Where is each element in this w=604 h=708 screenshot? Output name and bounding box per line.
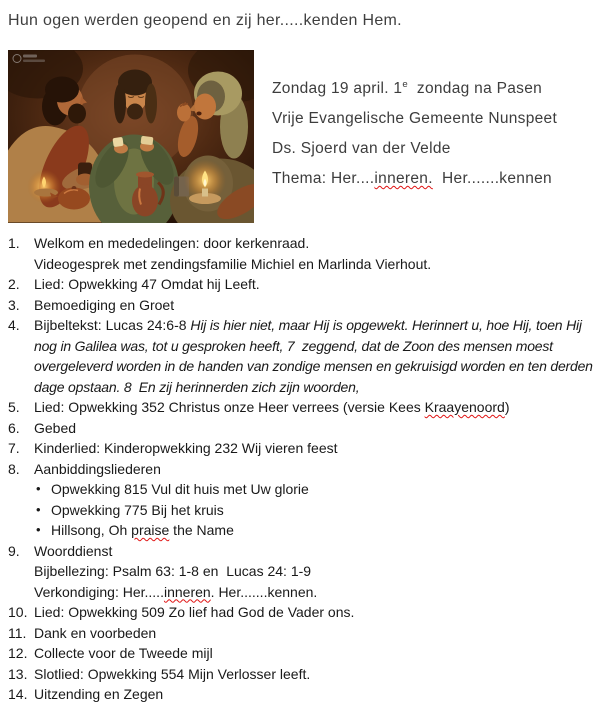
list-item <box>8 582 596 603</box>
text-segment: Hillsong, Oh <box>51 522 132 538</box>
item-number: 8. <box>8 460 20 477</box>
text-segment: Slotlied: Opwekking 554 Mijn Verlosser leeft. <box>34 665 311 682</box>
item-text <box>34 643 596 664</box>
bullet-icon: • <box>36 501 41 517</box>
bread-piece <box>141 136 154 145</box>
list-item <box>8 561 596 582</box>
document-title: Hun ogen werden geopend en zij her.....kenden Hem. <box>8 12 402 29</box>
item-text <box>34 315 596 397</box>
text-segment: Gebed <box>34 419 77 436</box>
text-segment: Vrije Evangelische Gemeente Nunspeet <box>272 110 558 128</box>
text-segment: the Name <box>169 522 234 538</box>
text-segment: Lied: Opwekking 47 Omdat hij Leeft. <box>34 276 260 292</box>
list-bullet-item <box>8 500 596 521</box>
service-theme <box>272 164 557 194</box>
church-name <box>272 104 557 134</box>
list-item <box>8 438 596 459</box>
item-text <box>34 254 596 275</box>
item-text <box>34 684 596 705</box>
list-item <box>8 541 596 562</box>
service-info <box>272 50 557 223</box>
emmaus-supper-painting <box>8 50 254 223</box>
misspelled-word: praise <box>131 522 170 538</box>
text-segment: Thema: Her.... <box>272 170 375 188</box>
item-text <box>34 561 596 582</box>
list-item <box>8 397 596 418</box>
text-segment: Ds. Sjoerd van der Velde <box>272 140 451 158</box>
text-segment: Zondag 19 april. 1 <box>272 80 403 98</box>
item-number: 13. <box>8 665 28 682</box>
pastor-name <box>272 134 557 164</box>
text-segment: Bijbeltekst: Lucas 24:6-8 <box>34 317 191 333</box>
candle-on-plate <box>184 160 226 205</box>
text-segment: Uitzending en Zegen <box>34 686 164 702</box>
item-text <box>34 459 596 480</box>
item-text <box>34 233 596 254</box>
text-segment: Bijbellezing: Psalm 63: 1-8 en Lucas 24: 1-9 <box>34 563 312 579</box>
text-segment: Hij is hier niet, maar Hij is opgewekt. Herinnert u, hoe Hij, toen Hij nog in Galilea was, tot u gesproken heeft, 7 zeggend, dat de Zoon des mensen moest overgeleverd worden in de handen van zondige mensen en gekruisigd worden en ten derden dage opstaan. 8 En zij herinnerden zich zijn woorden, <box>34 317 597 395</box>
list-item <box>8 295 596 316</box>
list-item <box>8 418 596 439</box>
item-text <box>34 582 596 603</box>
item-number: 10. <box>8 604 28 620</box>
bullet-icon: • <box>36 522 41 537</box>
item-text <box>34 274 596 295</box>
item-number: 2. <box>8 276 20 292</box>
item-number: 11. <box>8 624 27 641</box>
item-text <box>34 418 596 439</box>
misspelled-word: inneren. <box>374 170 433 188</box>
item-text <box>34 295 596 316</box>
text-segment: Aanbiddingsliederen <box>34 460 161 477</box>
text-segment: Lied: Opwekking 352 Christus onze Heer verrees (versie Kees <box>34 399 425 415</box>
list-item <box>8 315 596 397</box>
header-section <box>8 50 596 223</box>
text-segment: Verkondiging: Her..... <box>34 583 164 600</box>
text-segment: Collecte voor de Tweede mijl <box>34 645 213 661</box>
list-bullet-item <box>8 520 596 541</box>
item-number: 6. <box>8 419 20 436</box>
item-text <box>34 664 596 685</box>
list-item <box>8 643 596 664</box>
item-number: 12. <box>8 645 28 661</box>
text-segment: Videogesprek met zendingsfamilie Michiel en Marlinda Vierhout. <box>34 255 432 272</box>
text-segment: Kinderlied: Kinderopwekking 232 Wij vieren feest <box>34 440 338 456</box>
text-segment: Dank en voorbeden <box>34 624 157 641</box>
item-number: 9. <box>8 542 20 559</box>
list-item <box>8 459 596 480</box>
item-number: 7. <box>8 440 20 456</box>
item-number: 14. <box>8 686 28 702</box>
text-segment: Lied: Opwekking 509 Zo lief had God de Vader ons. <box>34 604 355 620</box>
text-segment: zondag na Pasen <box>407 80 543 98</box>
list-item <box>8 623 596 644</box>
item-number: 4. <box>8 317 20 333</box>
item-text <box>34 397 596 418</box>
item-text <box>34 438 596 459</box>
text-segment: Welkom en mededelingen: door kerkenraad. <box>34 235 310 251</box>
item-text <box>34 541 596 562</box>
item-text <box>51 520 596 541</box>
list-item <box>8 254 596 275</box>
service-list <box>8 233 596 705</box>
text-segment: Woorddienst <box>34 542 113 559</box>
item-number: 1. <box>8 235 20 251</box>
service-date <box>272 70 557 104</box>
bread-piece <box>112 137 123 147</box>
misspelled-word: Kraayenoord <box>424 399 505 415</box>
emmaus-painting-canvas <box>8 50 254 223</box>
item-number: 3. <box>8 296 20 313</box>
item-number: 5. <box>8 399 20 415</box>
list-item <box>8 274 596 295</box>
item-text <box>34 602 596 623</box>
item-text <box>51 479 596 500</box>
list-item <box>8 684 596 705</box>
list-item <box>8 602 596 623</box>
misspelled-word: inneren <box>163 583 211 600</box>
item-text <box>34 623 596 644</box>
text-segment: Opwekking 815 Vul dit huis met Uw glorie <box>51 481 309 497</box>
list-item <box>8 664 596 685</box>
text-segment: Bemoediging en Groet <box>34 296 175 313</box>
item-text <box>51 500 596 521</box>
list-item <box>8 233 596 254</box>
bullet-icon: • <box>36 481 41 496</box>
list-bullet-item <box>8 479 596 500</box>
text-segment: Her.......kennen <box>432 170 552 188</box>
text-segment: ) <box>504 399 510 415</box>
text-segment: Opwekking 775 Bij het kruis <box>51 501 224 518</box>
text-segment: e <box>402 79 408 90</box>
text-segment: . Her.......kennen. <box>210 583 318 600</box>
